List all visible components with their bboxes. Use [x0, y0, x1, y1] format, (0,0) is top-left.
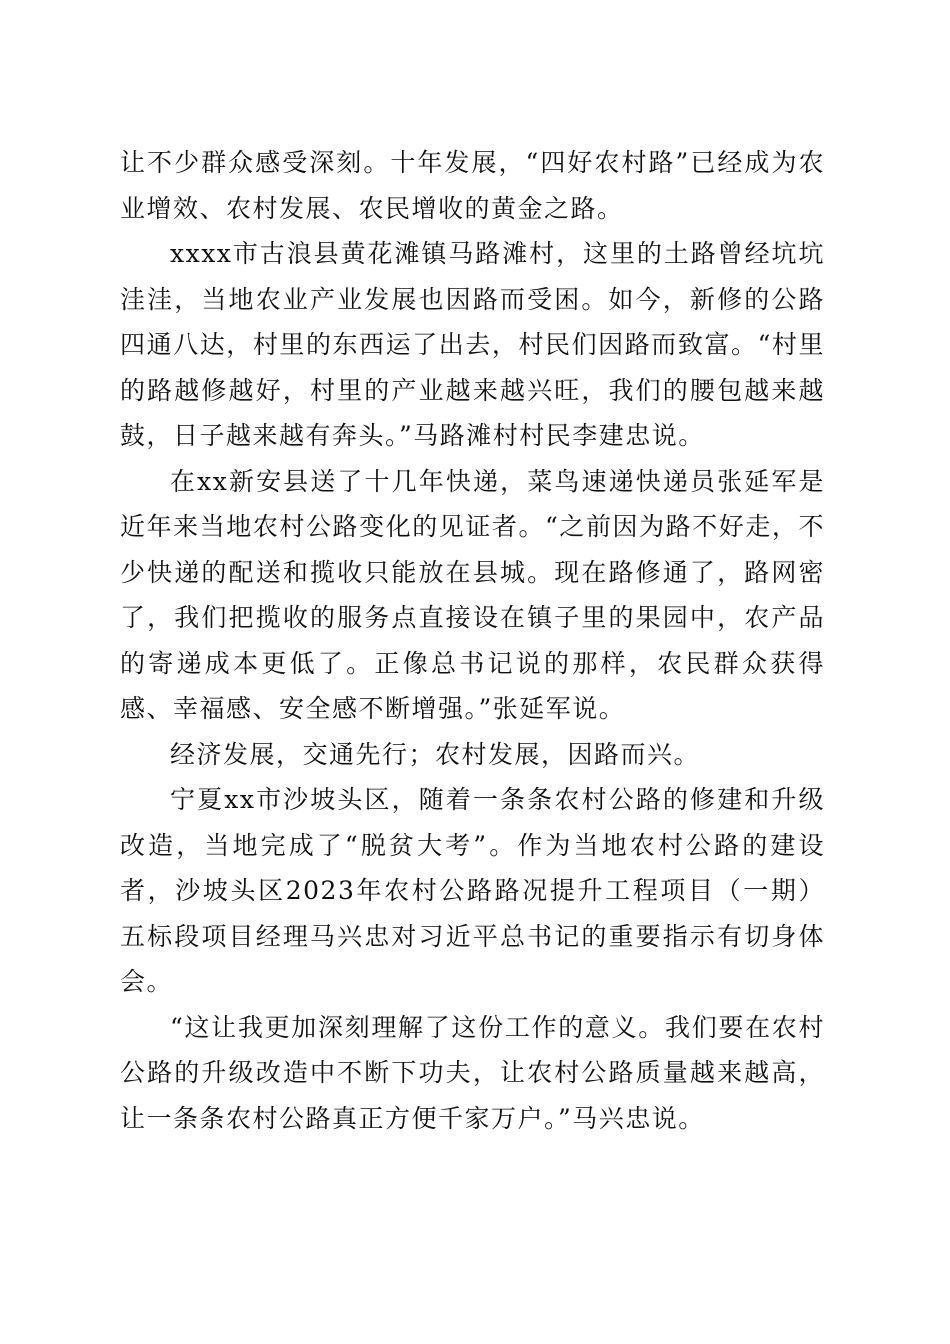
- paragraph-2: xxxx市古浪县黄花滩镇马路滩村，这里的土路曾经坑坑洼洼，当地农业产业发展也因路而受困。如今，新修的公路四通八达，村里的东西运了出去，村民们因路而致富。“村里的路越修越好，村里的产业越来越兴旺，我们的腰包越来越鼓，日子越来越有奔头。”马路滩村村民李建忠说。: [120, 239, 825, 450]
- paragraph-4: 经济发展，交通先行；农村发展，因路而兴。: [170, 739, 701, 769]
- paragraph-5: 宁夏xx市沙坡头区，随着一条条农村公路的修建和升级改造，当地完成了“脱贫大考”。作为当地农村公路的建设者，沙坡头区2023年农村公路路况提升工程项目（一期）五标段项目经理马兴忠对习近平总书记的重要指示有切身体会。: [120, 785, 825, 996]
- paragraph-6: “这让我更加深刻理解了这份工作的意义。我们要在农村公路的升级改造中不断下功夫，让农村公路质量越来越高，让一条条农村公路真正方便千家万户。”马兴忠说。: [120, 1012, 825, 1133]
- paragraph-3: 在xx新安县送了十几年快递，菜鸟速递快递员张延军是近年来当地农村公路变化的见证者。“之前因为路不好走，不少快递的配送和揽收只能放在县城。现在路修通了，路网密了，我们把揽收的服务点直接设在镇子里的果园中，农产品的寄递成本更低了。正像总书记说的那样，农民群众获得感、幸福感、安全感不断增强。”张延军说。: [120, 466, 825, 723]
- paragraph-1: 让不少群众感受深刻。十年发展，“四好农村路”已经成为农业增效、农村发展、农民增收的黄金之路。: [120, 148, 825, 223]
- document-body: [120, 140, 825, 1141]
